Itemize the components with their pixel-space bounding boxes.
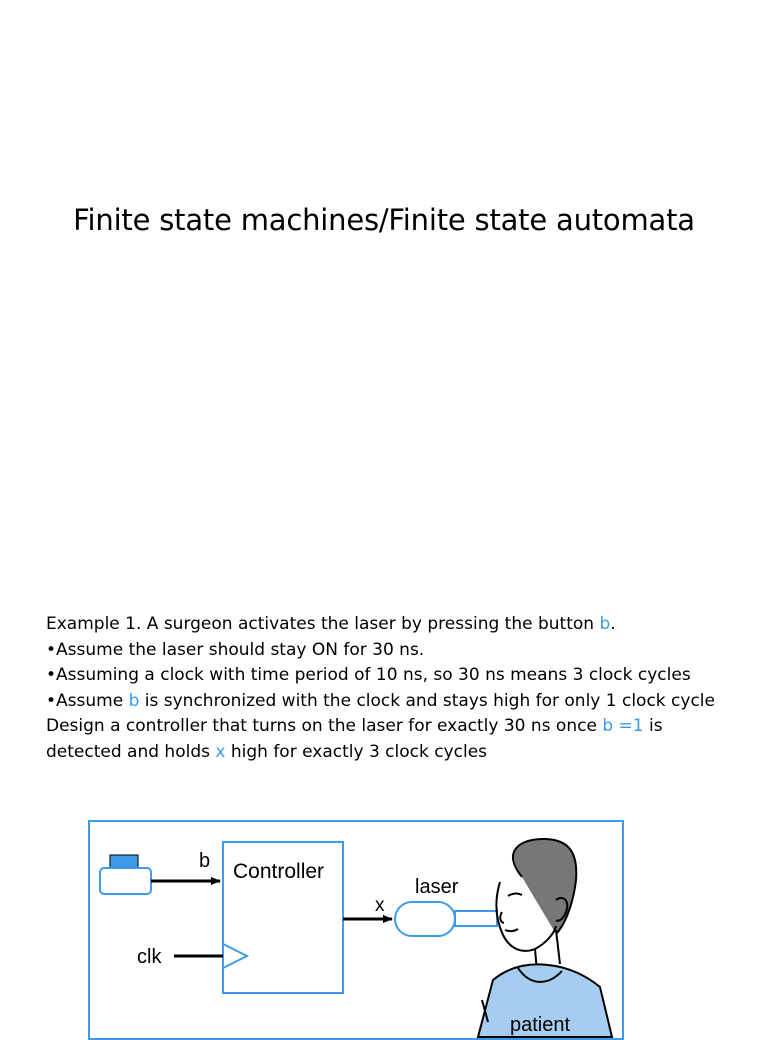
assumption-laser-on: •Assume the laser should stay ON for 30 ns. <box>46 639 425 660</box>
design-task-c: is detected and holds <box>46 716 663 762</box>
signal-b: b <box>599 614 611 634</box>
example-intro <box>46 612 736 638</box>
b-signal-label: b <box>199 850 211 872</box>
laser-label: laser <box>415 876 459 898</box>
example-intro-text: Example 1. A surgeon activates the laser by pressing the button <box>46 614 600 634</box>
assumption-sync-a: •Assume <box>46 690 129 711</box>
laser-icon <box>395 902 497 936</box>
assumption-clock: •Assuming a clock with time period of 10 ns, so 30 ns means 3 clock cycles <box>46 665 691 685</box>
example-text <box>46 612 736 765</box>
assumption-sync-c: is synchronized with the clock and stays high for only 1 clock cycle <box>139 690 715 711</box>
assumption-sync <box>46 689 736 715</box>
design-task-a: Design a controller that turns on the laser for exactly 30 ns once <box>46 716 603 736</box>
clk-label: clk <box>137 946 162 968</box>
signal-b-equals-1: b =1 <box>602 716 644 736</box>
design-task <box>46 714 736 765</box>
controller-label: Controller <box>233 860 325 883</box>
patient-icon <box>478 839 612 1037</box>
slide-title: Finite state machines/Finite state automata <box>73 203 695 237</box>
patient-label: patient <box>510 1014 571 1036</box>
example-intro-end: . <box>610 614 616 634</box>
signal-b: b <box>128 690 140 711</box>
design-task-e: high for exactly 3 clock cycles <box>225 741 488 762</box>
x-signal-label: x <box>375 895 385 916</box>
diagram-drawing <box>90 822 624 1040</box>
push-button-icon <box>100 855 151 894</box>
signal-x: x <box>215 741 226 762</box>
laser-controller-diagram <box>88 820 624 1040</box>
